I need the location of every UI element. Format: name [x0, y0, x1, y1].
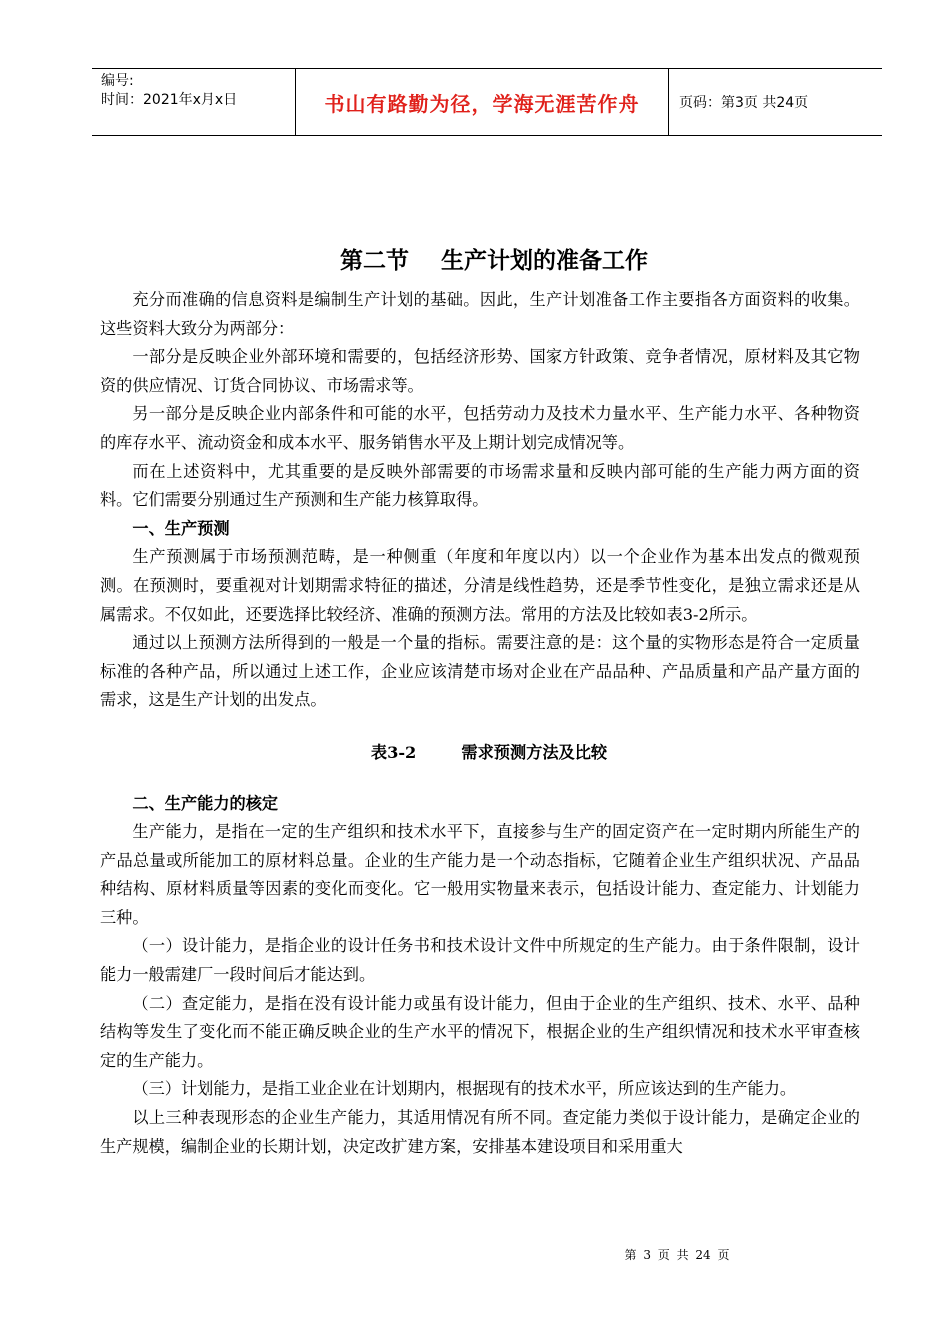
page-footer: 第 3 页 共 24 页: [624, 1248, 730, 1262]
paragraph: 而在上述资料中，尤其重要的是反映外部需要的市场需求量和反映内部可能的生产能力两方面的资料。它们需要分别通过生产预测和生产能力核算取得。: [100, 461, 860, 510]
subheading-capacity: 二、生产能力的核定: [132, 793, 279, 813]
body-content: [100, 286, 860, 1161]
header-meta: [92, 69, 295, 135]
table-caption: 表3-2 需求预测方法及比较: [370, 742, 608, 762]
paragraph: （三）计划能力，是指工业企业在计划期内，根据现有的技术水平，所应该达到的生产能力。: [132, 1079, 797, 1099]
paragraph: 通过以上预测方法所得到的一般是一个量的指标。需要注意的是：这个量的实物形态是符合一定质量标准的各种产品，所以通过上述工作，企业应该清楚市场对企业在产品品种、产品质量和产品产量方面的需求，这是生产计划的出发点。: [100, 633, 860, 710]
paragraph: 一部分是反映企业外部环境和需要的，包括经济形势、国家方针政策、竞争者情况，原材料及其它物资的供应情况、订货合同协议、市场需求等。: [100, 347, 860, 395]
header-page-info: 页码：第3页 共24页: [679, 95, 809, 111]
section-title: 第二节 生产计划的准备工作: [339, 247, 649, 274]
paragraph: （二）查定能力，是指在没有设计能力或虽有设计能力，但由于企业的生产组织、技术、水平、品种结构等发生了变化而不能正确反映企业的生产水平的情况下，根据企业的生产组织情况和技术水平审查核定的生产能力。: [100, 993, 860, 1070]
header-motto: 书山有路勤为径，学海无涯苦作舟: [295, 69, 669, 135]
paragraph: 充分而准确的信息资料是编制生产计划的基础。因此，生产计划准备工作主要指各方面资料的收集。这些资料大致分为两部分：: [100, 290, 860, 338]
paragraph: 生产能力，是指在一定的生产组织和技术水平下，直接参与生产的固定资产在一定时期内所能生产的产品总量或所能加工的原材料总量。企业的生产能力是一个动态指标，它随着企业生产组织状况、产品品种结构、原材料质量等因素的变化而变化。它一般用实物量来表示，包括设计能力、查定能力、计划能力三种。: [100, 822, 860, 927]
paragraph: 以上三种表现形态的企业生产能力，其适用情况有所不同。查定能力类似于设计能力，是确定企业的生产规模，编制企业的长期计划，决定改扩建方案，安排基本建设项目和采用重大: [100, 1108, 860, 1156]
serial-label: 编号:: [101, 73, 134, 89]
document-header: [92, 68, 882, 136]
paragraph: 生产预测属于市场预测范畴，是一种侧重（年度和年度以内）以一个企业作为基本出发点的微观预测。在预测时，要重视对计划期需求特征的描述，分清是线性趋势，还是季节性变化，是独立需求还是从属需求。不仅如此，还要选择比较经济、准确的预测方法。常用的方法及比较如表3-2所示。: [100, 547, 860, 624]
subheading-forecast: 一、生产预测: [132, 518, 230, 538]
paragraph: 另一部分是反映企业内部条件和可能的水平，包括劳动力及技术力量水平、生产能力水平、各种物资的库存水平、流动资金和成本水平、服务销售水平及上期计划完成情况等。: [100, 404, 860, 452]
time-label: 时间：2021年x月x日: [101, 92, 238, 108]
paragraph: （一）设计能力，是指企业的设计任务书和技术设计文件中所规定的生产能力。由于条件限制，设计能力一般需建厂一段时间后才能达到。: [100, 936, 860, 985]
